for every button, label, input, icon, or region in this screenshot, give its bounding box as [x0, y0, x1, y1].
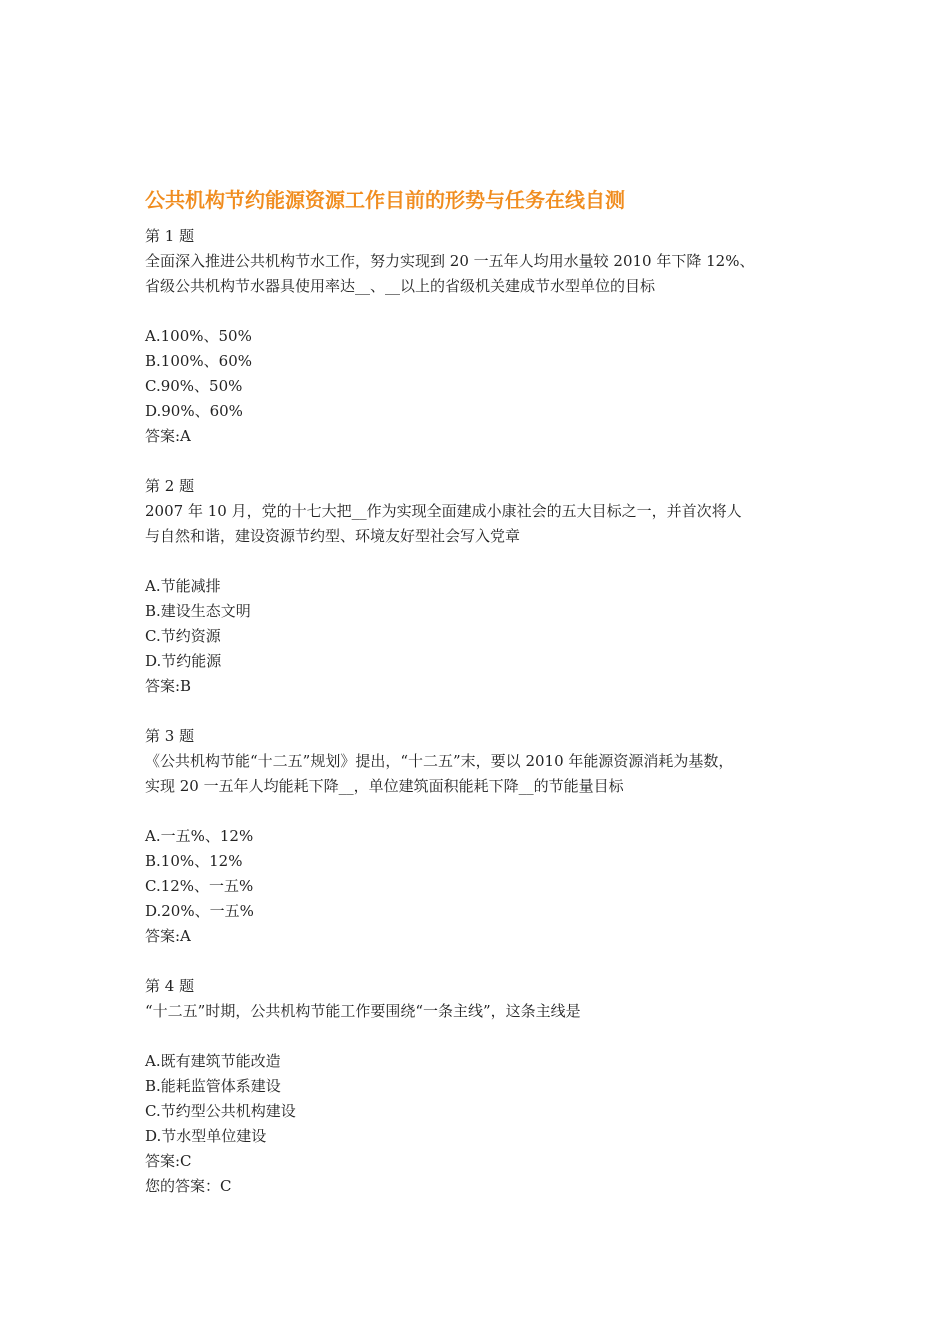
option-b: B.建设生态文明: [145, 602, 251, 620]
option-b: B.100%、60%: [145, 352, 253, 370]
option-d: D.90%、60%: [145, 402, 243, 420]
option-a: A.节能减排: [145, 577, 221, 595]
question-1: [145, 224, 825, 449]
question-number: 第 4 题: [145, 977, 195, 995]
question-text-line: 全面深入推进公共机构节水工作，努力实现到 20 一五年人均用水量较 2010 年下降 12%、: [145, 252, 755, 270]
document-page: [145, 186, 825, 1199]
question-text-line: “十二五”时期，公共机构节能工作要围绕“一条主线”，这条主线是: [145, 1002, 581, 1020]
page-title: 公共机构节约能源资源工作目前的形势与任务在线自测: [145, 188, 625, 212]
option-c: C.节约型公共机构建设: [145, 1102, 296, 1120]
option-d: D.20%、一五%: [145, 902, 254, 920]
option-c: C.90%、50%: [145, 377, 243, 395]
option-b: B.10%、12%: [145, 852, 243, 870]
question-3: [145, 724, 825, 949]
option-a: A.一五%、12%: [145, 827, 254, 845]
answer: 答案:B: [145, 677, 192, 695]
question-text-line: 实现 20 一五年人均能耗下降__，单位建筑面积能耗下降__的节能量目标: [145, 777, 624, 795]
question-number: 第 1 题: [145, 227, 195, 245]
question-text-line: 省级公共机构节水器具使用率达__、__以上的省级机关建成节水型单位的目标: [145, 277, 656, 295]
option-a: A.100%、50%: [145, 327, 252, 345]
question-text-line: 2007 年 10 月，党的十七大把__作为实现全面建成小康社会的五大目标之一，并首次将人: [145, 502, 742, 520]
question-4: [145, 974, 825, 1199]
question-number: 第 2 题: [145, 477, 195, 495]
question-2: [145, 474, 825, 699]
option-d: D.节水型单位建设: [145, 1127, 267, 1145]
option-c: C.12%、一五%: [145, 877, 254, 895]
answer: 答案:A: [145, 927, 191, 945]
option-d: D.节约能源: [145, 652, 222, 670]
question-text-line: 与自然和谐，建设资源节约型、环境友好型社会写入党章: [145, 527, 521, 545]
answer: 答案:A: [145, 427, 191, 445]
question-text-line: 《公共机构节能“十二五”规划》提出，“十二五”末，要以 2010 年能源资源消耗为基数，: [145, 752, 734, 770]
option-a: A.既有建筑节能改造: [145, 1052, 281, 1070]
question-number: 第 3 题: [145, 727, 195, 745]
your-answer: 您的答案：C: [145, 1177, 232, 1195]
answer: 答案:C: [145, 1152, 192, 1170]
option-c: C.节约资源: [145, 627, 221, 645]
option-b: B.能耗监管体系建设: [145, 1077, 281, 1095]
